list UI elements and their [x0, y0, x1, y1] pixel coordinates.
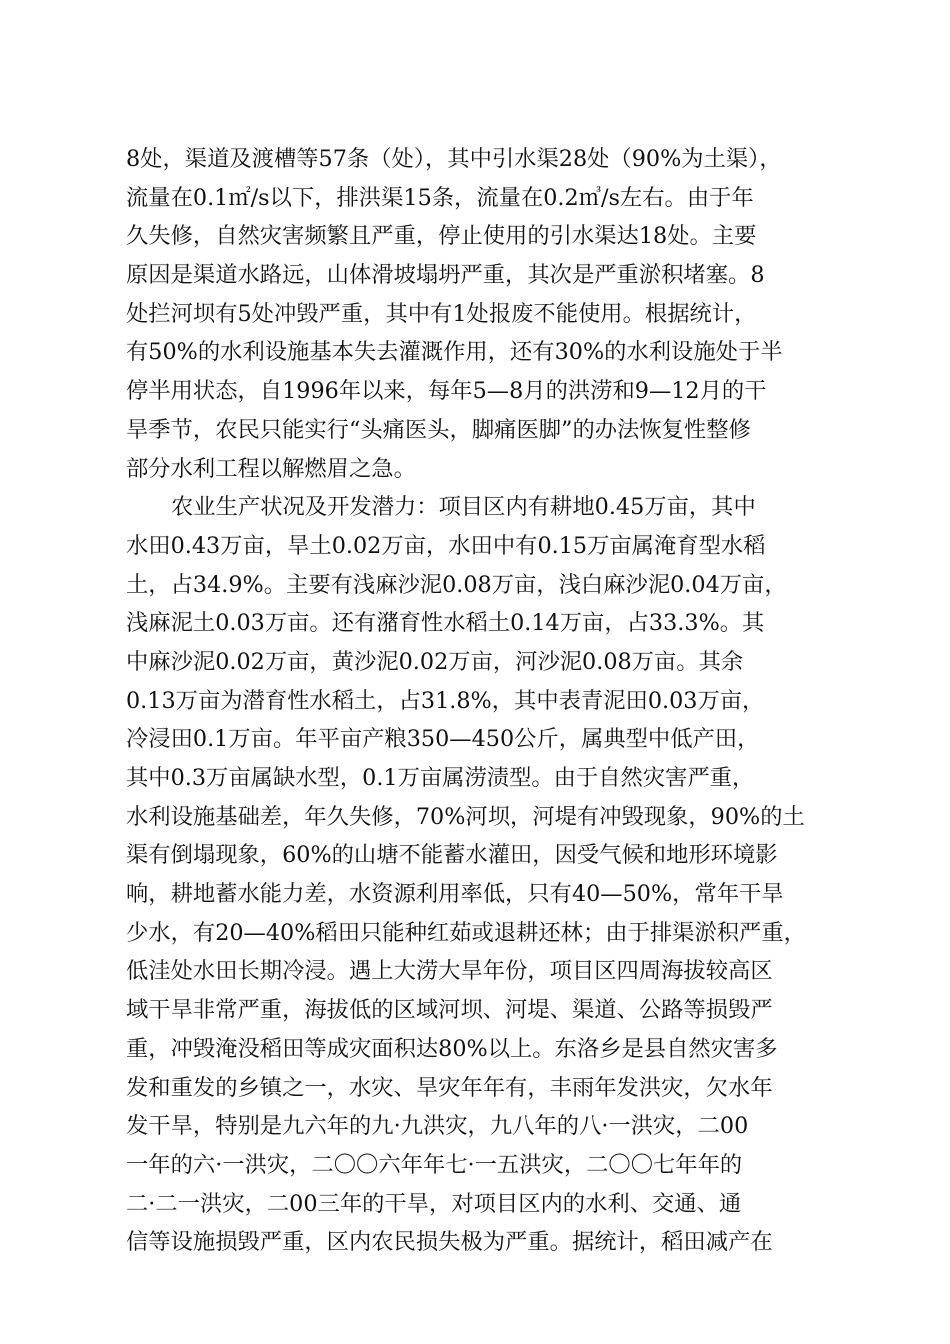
paragraph-start-line: 农业生产状况及开发潜力：项目区内有耕地0.45万亩，其中 — [171, 494, 756, 521]
text-line: 流量在0.1㎡/s以下，排洪渠15条，流量在0.2㎥/s左右。由于年 — [126, 184, 754, 211]
text-line: 域干旱非常严重，海拔低的区域河坝、河堤、渠道、公路等损毁严 — [126, 997, 773, 1024]
text-line: 低洼处水田长期冷浸。遇上大涝大旱年份，项目区四周海拔较高区 — [126, 958, 773, 985]
text-line: 停半用状态，自1996年以来，每年5—8月的洪涝和9—12月的干 — [126, 378, 767, 405]
text-line: 0.13万亩为潜育性水稻土，占31.8%，其中表青泥田0.03万亩， — [126, 687, 765, 714]
text-line: 水田0.43万亩，旱土0.02万亩，水田中有0.15万亩属淹育型水稻 — [126, 532, 766, 559]
text-line: 一年的六·一洪灾，二〇〇六年年七·一五洪灾，二〇〇七年年的 — [126, 1151, 743, 1178]
text-line: 久失修，自然灾害频繁且严重，停止使用的引水渠达18处。主要 — [126, 223, 757, 250]
text-line: 其中0.3万亩属缺水型，0.1万亩属涝渍型。由于自然灾害严重， — [126, 765, 755, 791]
text-line: 部分水利工程以解燃眉之急。 — [126, 455, 416, 482]
text-line: 信等设施损毁严重，区内农民损失极为严重。据统计，稻田减产在 — [126, 1229, 773, 1256]
text-line: 土，占34.9%。主要有浅麻沙泥0.08万亩，浅白麻沙泥0.04万亩， — [126, 571, 787, 598]
text-line: 渠有倒塌现象，60%的山塘不能蓄水灌田，因受气候和地形环境影 — [126, 842, 778, 869]
text-line: 原因是渠道水路远，山体滑坡塌坍严重，其次是严重淤积堵塞。8 — [126, 262, 765, 289]
text-line: 有50%的水利设施基本失去灌溉作用，还有30%的水利设施处于半 — [126, 339, 783, 366]
text-line: 发和重发的乡镇之一，水灾、旱灾年年有，丰雨年发洪灾，欠水年 — [126, 1074, 773, 1101]
text-line: 浅麻泥土0.03万亩。还有潴育性水稻土0.14万亩，占33.3%。其 — [126, 610, 765, 637]
body-text — [126, 140, 846, 1262]
text-line: 响，耕地蓄水能力差，水资源利用率低，只有40—50%，常年干旱 — [126, 881, 784, 908]
text-line: 8处，渠道及渡槽等57条（处），其中引水渠28处（90%为土渠）， — [126, 146, 782, 172]
text-line: 中麻沙泥0.02万亩，黄沙泥0.02万亩，河沙泥0.08万亩。其余 — [126, 648, 744, 675]
text-line: 少水，有20—40%稻田只能种红茹或退耕还林；由于排渠淤积严重， — [126, 919, 806, 946]
text-line: 二·二一洪灾，二00三年的干旱，对项目区内的水利、交通、通 — [126, 1190, 742, 1217]
text-line: 发干旱，特别是九六年的九·九洪灾，九八年的八·一洪灾，二00 — [126, 1113, 749, 1140]
text-line: 水利设施基础差，年久失修，70%河坝，河堤有冲毁现象，90%的土 — [126, 803, 805, 830]
text-line: 重，冲毁淹没稻田等成灾面积达80%以上。东洛乡是县自然灾害多 — [126, 1035, 778, 1062]
text-line: 旱季节，农民只能实行“头痛医头，脚痛医脚”的办法恢复性整修 — [126, 416, 751, 443]
text-line: 冷浸田0.1万亩。年平亩产粮350—450公斤，属典型中低产田， — [126, 726, 760, 753]
text-line: 处拦河坝有5处冲毁严重，其中有1处报废不能使用。根据统计， — [126, 300, 757, 327]
